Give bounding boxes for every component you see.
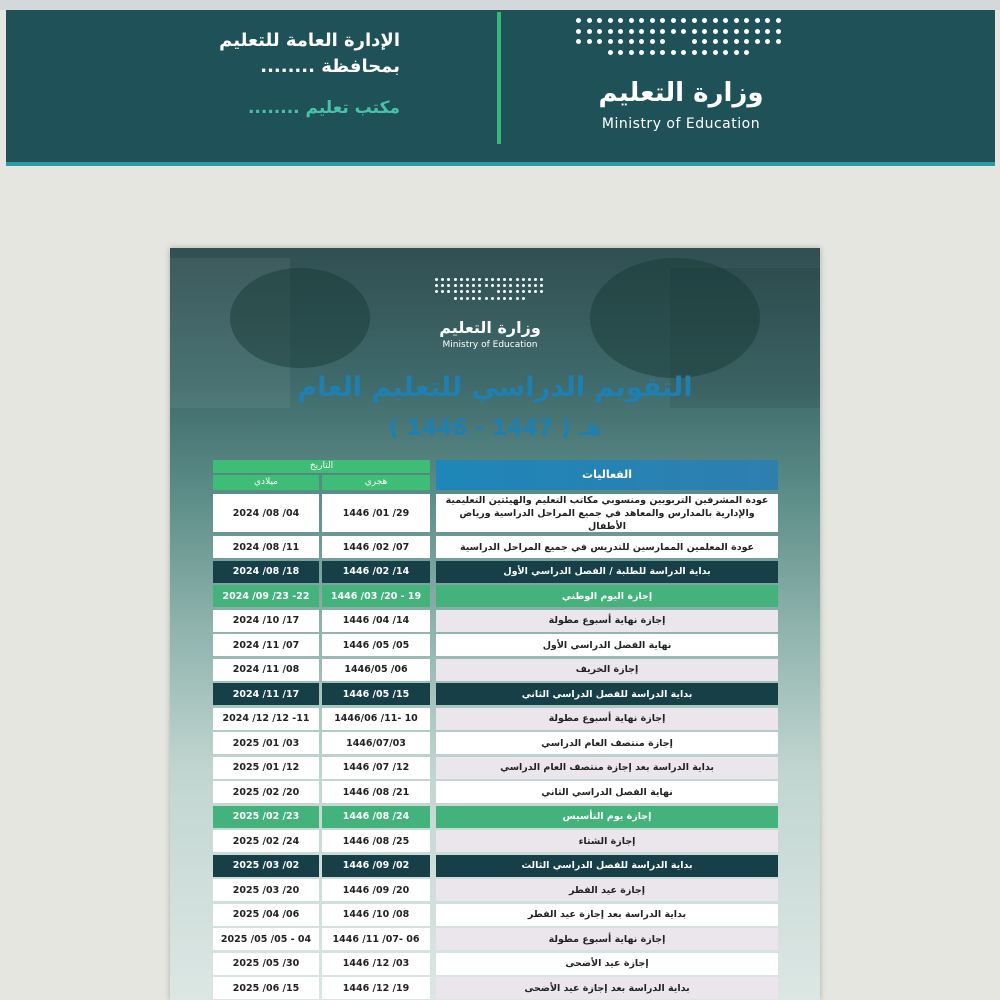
logo-dot [478, 278, 481, 281]
logo-dot [447, 290, 450, 293]
letterhead [6, 10, 995, 166]
logo-dot [639, 39, 644, 44]
logo-dot [765, 29, 770, 34]
table-row [213, 806, 778, 828]
gregorian-date-cell: 2025 /02 /20 [213, 781, 319, 803]
poster-logo [425, 278, 555, 358]
logo-dot [460, 284, 463, 287]
logo-dot [650, 29, 655, 34]
logo-dot [534, 290, 537, 293]
logo-dot [639, 18, 644, 23]
table-row [213, 708, 778, 730]
logo-dot [540, 284, 543, 287]
calendar-poster [170, 248, 820, 1000]
logo-english-text: Ministry of Education [601, 116, 761, 132]
logo-dot [497, 297, 500, 300]
logo-dot [497, 290, 500, 293]
logo-dot [723, 50, 728, 55]
logo-dot [516, 290, 519, 293]
hijri-date-cell: 1446 /05 /05 [322, 634, 430, 656]
logo-dot [472, 297, 475, 300]
logo-dot [587, 18, 592, 23]
activities-column-header: الفعاليات [436, 460, 778, 490]
hijri-date-cell: 1446/06 /11- 10 [322, 708, 430, 730]
logo-dot [540, 290, 543, 293]
directorate-line1: الإدارة العامة للتعليم [219, 30, 400, 51]
logo-dot [734, 50, 739, 55]
logo-dot [713, 39, 718, 44]
table-row [213, 953, 778, 975]
logo-dot [723, 39, 728, 44]
gregorian-date-cell: 2025 /03 /20 [213, 879, 319, 901]
logo-dot [460, 290, 463, 293]
logo-dot [734, 39, 739, 44]
gregorian-date-cell: 2024 /08 /11 [213, 536, 319, 558]
activity-cell: بداية الدراسة بعد إجازة منتصف العام الدراسي [436, 757, 778, 779]
logo-dot [723, 29, 728, 34]
logo-dot [618, 50, 623, 55]
logo-dot [692, 39, 697, 44]
activity-cell: عودة المعلمين الممارسين للتدريس في جميع المراحل الدراسية [436, 536, 778, 558]
logo-dot [435, 284, 438, 287]
logo-dot [534, 284, 537, 287]
hijri-date-cell: 1446 /08 /24 [322, 806, 430, 828]
logo-dot [660, 50, 665, 55]
activity-cell: إجازة يوم التأسيس [436, 806, 778, 828]
logo-dot [576, 29, 581, 34]
table-row [213, 757, 778, 779]
logo-dot [466, 297, 469, 300]
gregorian-date-cell: 2024 /10 /17 [213, 610, 319, 632]
logo-dot [478, 290, 481, 293]
hijri-date-cell: 1446 /04 /14 [322, 610, 430, 632]
table-row [213, 904, 778, 926]
logo-dot [491, 278, 494, 281]
header-divider [497, 12, 501, 144]
logo-dot [702, 39, 707, 44]
logo-dot [441, 284, 444, 287]
background-palm [230, 268, 370, 368]
hijri-date-cell: 1446 /08 /25 [322, 830, 430, 852]
logo-dot [702, 18, 707, 23]
activity-cell: إجازة عيد الأضحى [436, 953, 778, 975]
logo-dot [671, 29, 676, 34]
logo-dot [522, 297, 525, 300]
gregorian-date-cell: 2025 /04 /06 [213, 904, 319, 926]
table-row [213, 683, 778, 705]
logo-dot [447, 284, 450, 287]
table-row [213, 781, 778, 803]
logo-dot [671, 50, 676, 55]
gregorian-date-cell: 2025 /01 /12 [213, 757, 319, 779]
poster-year: ( 1446 - 1447 ) هـ [388, 416, 602, 441]
logo-dot [454, 290, 457, 293]
table-header [213, 458, 778, 492]
logo-dot [618, 18, 623, 23]
gregorian-date-cell: 2024 /11 /17 [213, 683, 319, 705]
gregorian-date-cell: 2025 /06 /15 [213, 977, 319, 999]
logo-dot [639, 50, 644, 55]
gregorian-date-cell: 2025 /02 /24 [213, 830, 319, 852]
gregorian-date-cell: 2024 /12 /12 -11 [213, 708, 319, 730]
logo-dot [734, 29, 739, 34]
logo-dot [503, 297, 506, 300]
activity-cell: بداية الدراسة للطلبة / الفصل الدراسي الأول [436, 561, 778, 583]
directorate-line2: بمحافظة ........ [260, 56, 400, 77]
activity-cell: عودة المشرفين التربويين ومنسوبي مكاتب التعليم والهيئتين التعليمية والإدارية بالمدارس والمعاهد في جميع المراحل الدراسية ورياض الأطفال [436, 494, 778, 532]
hijri-date-cell: 1446 /07 /12 [322, 757, 430, 779]
hijri-date-cell: 1446 /01 /29 [322, 494, 430, 532]
activity-cell: إجازة منتصف العام الدراسي [436, 732, 778, 754]
logo-dot [509, 290, 512, 293]
logo-dot [608, 29, 613, 34]
hijri-date-cell: 1446 /03 /20 - 19 [322, 585, 430, 607]
activity-cell: إجازة الخريف [436, 659, 778, 681]
activity-cell: إجازة الشتاء [436, 830, 778, 852]
logo-dot [702, 29, 707, 34]
table-row [213, 659, 778, 681]
background-palm [590, 258, 760, 378]
table-body [213, 494, 778, 1000]
logo-dot [629, 29, 634, 34]
logo-dot [713, 29, 718, 34]
logo-dot [629, 50, 634, 55]
logo-dot [650, 50, 655, 55]
logo-dot [528, 284, 531, 287]
poster-title: التقويم الدراسي للتعليم العام [297, 372, 693, 403]
logo-dot [629, 18, 634, 23]
logo-dot [491, 284, 494, 287]
activity-cell: نهاية الفصل الدراسي الأول [436, 634, 778, 656]
logo-dot [454, 284, 457, 287]
gregorian-date-cell: 2024 /08 /04 [213, 494, 319, 532]
table-row [213, 830, 778, 852]
logo-dot [478, 284, 481, 287]
hijri-date-cell: 1446 /12 /03 [322, 953, 430, 975]
logo-dot [466, 284, 469, 287]
logo-dot [765, 39, 770, 44]
logo-arabic-text: وزارة التعليم [598, 78, 764, 108]
logo-dot [776, 29, 781, 34]
hijri-date-cell: 1446/05 /06 [322, 659, 430, 681]
table-row [213, 855, 778, 877]
logo-dot [472, 290, 475, 293]
logo-dot [755, 39, 760, 44]
logo-dot [447, 278, 450, 281]
logo-dot [597, 18, 602, 23]
hijri-date-cell: 1446 /02 /07 [322, 536, 430, 558]
hijri-date-cell: 1446 /09 /20 [322, 879, 430, 901]
logo-dot [681, 18, 686, 23]
logo-dot [755, 18, 760, 23]
logo-dot [435, 278, 438, 281]
table-row [213, 610, 778, 632]
logo-dot [755, 29, 760, 34]
activity-cell: بداية الدراسة بعد إجازة عيد الفطر [436, 904, 778, 926]
logo-dot [472, 284, 475, 287]
hijri-date-cell: 1446/07/03 [322, 732, 430, 754]
hijri-date-cell: 1446 /12 /19 [322, 977, 430, 999]
logo-dot [534, 278, 537, 281]
logo-dot [587, 29, 592, 34]
activity-cell: إجازة عيد الفطر [436, 879, 778, 901]
poster-logo-english: Ministry of Education [442, 340, 538, 350]
table-row [213, 536, 778, 558]
logo-dot [466, 290, 469, 293]
table-row [213, 879, 778, 901]
hijri-date-cell: 1446 /10 /08 [322, 904, 430, 926]
activity-cell: بداية الدراسة للفصل الدراسي الثاني [436, 683, 778, 705]
gregorian-column-header: ميلادي [213, 475, 319, 490]
logo-dot [576, 18, 581, 23]
gregorian-date-cell: 2025 /05 /05 - 04 [213, 928, 319, 950]
table-row [213, 732, 778, 754]
logo-dot [608, 50, 613, 55]
activity-cell: بداية الدراسة للفصل الدراسي الثالث [436, 855, 778, 877]
table-row [213, 977, 778, 999]
gregorian-date-cell: 2025 /01 /03 [213, 732, 319, 754]
logo-dot [435, 290, 438, 293]
table-row [213, 561, 778, 583]
logo-dot [639, 29, 644, 34]
logo-dot [734, 18, 739, 23]
logo-dot [441, 290, 444, 293]
logo-dot [692, 18, 697, 23]
logo-dot [485, 297, 488, 300]
hijri-column-header: هجري [322, 475, 430, 490]
logo-dot [497, 278, 500, 281]
ministry-logo [576, 18, 786, 138]
logo-dot [522, 284, 525, 287]
logo-dot [744, 50, 749, 55]
logo-dot [503, 284, 506, 287]
gregorian-date-cell: 2024 /11 /07 [213, 634, 319, 656]
logo-dot [744, 39, 749, 44]
logo-dot [608, 39, 613, 44]
directorate-block [100, 28, 400, 122]
logo-dot [503, 278, 506, 281]
office-line: مكتب تعليم ........ [247, 98, 400, 118]
logo-dot [597, 39, 602, 44]
logo-dot [460, 278, 463, 281]
logo-dot [660, 29, 665, 34]
logo-dot [587, 39, 592, 44]
logo-dot [597, 29, 602, 34]
logo-dot [608, 18, 613, 23]
logo-dot [522, 278, 525, 281]
logo-dot [522, 290, 525, 293]
logo-dot [441, 278, 444, 281]
hijri-date-cell: 1446 /11 /07- 06 [322, 928, 430, 950]
logo-dot [454, 278, 457, 281]
activity-cell: نهاية الفصل الدراسي الثاني [436, 781, 778, 803]
hijri-date-cell: 1446 /08 /21 [322, 781, 430, 803]
table-row [213, 928, 778, 950]
logo-dot [509, 297, 512, 300]
gregorian-date-cell: 2024 /11 /08 [213, 659, 319, 681]
logo-dot [671, 18, 676, 23]
date-column-header: التاريخ [213, 460, 430, 473]
logo-dot [692, 29, 697, 34]
table-row [213, 634, 778, 656]
activity-cell: إجازة نهاية أسبوع مطولة [436, 928, 778, 950]
logo-dot [713, 50, 718, 55]
logo-dot [618, 39, 623, 44]
logo-dot [516, 284, 519, 287]
logo-dot [454, 297, 457, 300]
logo-dot [528, 290, 531, 293]
logo-dot [744, 29, 749, 34]
gregorian-date-cell: 2025 /05 /30 [213, 953, 319, 975]
activity-cell: بداية الدراسة بعد إجازة عيد الأضحى [436, 977, 778, 999]
logo-dot [713, 18, 718, 23]
activity-cell: إجازة نهاية أسبوع مطولة [436, 708, 778, 730]
logo-dot [702, 50, 707, 55]
logo-dot [516, 297, 519, 300]
logo-dot [485, 278, 488, 281]
logo-dot [681, 29, 686, 34]
hijri-date-cell: 1446 /05 /15 [322, 683, 430, 705]
logo-dot [765, 18, 770, 23]
poster-logo-arabic: وزارة التعليم [439, 318, 541, 337]
hijri-date-cell: 1446 /09 /02 [322, 855, 430, 877]
logo-dot [650, 18, 655, 23]
logo-dot [776, 39, 781, 44]
logo-dot [528, 278, 531, 281]
top-strip [0, 0, 1000, 10]
gregorian-date-cell: 2025 /03 /02 [213, 855, 319, 877]
table-row [213, 494, 778, 532]
logo-dot [516, 278, 519, 281]
logo-dot [744, 18, 749, 23]
logo-dot [485, 284, 488, 287]
logo-dot [466, 278, 469, 281]
hijri-date-cell: 1446 /02 /14 [322, 561, 430, 583]
activity-cell: إجازة نهاية أسبوع مطولة [436, 610, 778, 632]
logo-dot [576, 39, 581, 44]
gregorian-date-cell: 2024 /09 /23 -22 [213, 585, 319, 607]
logo-dot [497, 284, 500, 287]
logo-dot [478, 297, 481, 300]
logo-dot [692, 50, 697, 55]
gregorian-date-cell: 2024 /08 /18 [213, 561, 319, 583]
logo-dot [776, 18, 781, 23]
gregorian-date-cell: 2025 /02 /23 [213, 806, 319, 828]
logo-dot [629, 39, 634, 44]
logo-dot [509, 284, 512, 287]
logo-dot [660, 18, 665, 23]
logo-dot [509, 278, 512, 281]
table-row [213, 585, 778, 607]
logo-dot [660, 39, 665, 44]
logo-dot [650, 39, 655, 44]
logo-dot [491, 297, 494, 300]
logo-dot [503, 290, 506, 293]
logo-dot [618, 29, 623, 34]
logo-dot [540, 278, 543, 281]
logo-dot [723, 18, 728, 23]
logo-dot [681, 50, 686, 55]
logo-dot [472, 278, 475, 281]
logo-dot [460, 297, 463, 300]
activity-cell: إجازة اليوم الوطني [436, 585, 778, 607]
